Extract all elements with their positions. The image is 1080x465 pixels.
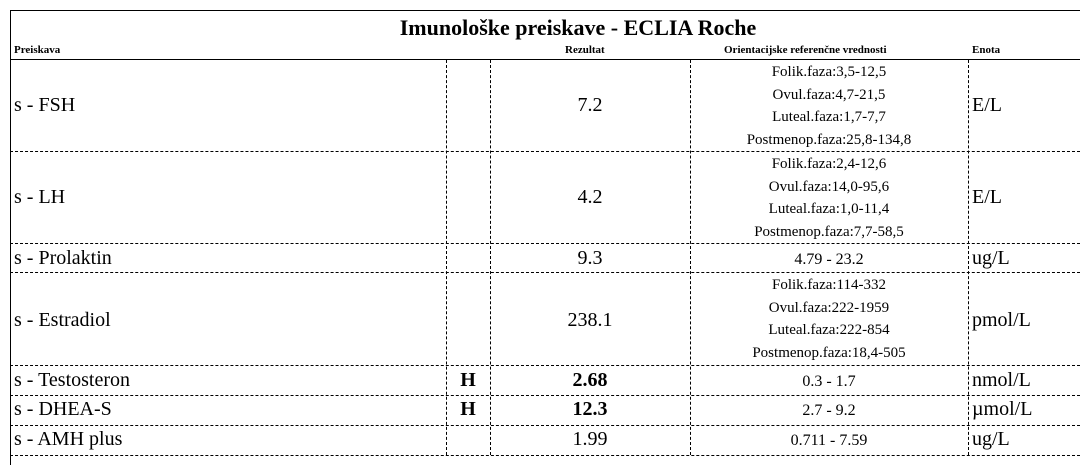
reference-line: 0.711 - 7.59 <box>790 432 868 449</box>
col-header-result: Rezultat <box>565 44 605 56</box>
reference-line: Postmenop.faza:18,4-505 <box>752 344 906 361</box>
reference-line: Luteal.faza:1,7-7,7 <box>772 109 886 125</box>
row-testosteron-flag: H <box>460 369 476 391</box>
col-header-test: Preiskava <box>14 44 61 56</box>
row-dheas-flag: H <box>460 398 476 420</box>
row-dheas-result: 12.3 <box>572 398 608 420</box>
row-amh-result: 1.99 <box>572 428 608 450</box>
reference-line: Postmenop.faza:25,8-134,8 <box>746 131 912 148</box>
row-divider <box>10 243 1080 244</box>
row-divider <box>10 425 1080 426</box>
row-amh-test: s - AMH plus <box>14 428 123 450</box>
row-lh-result: 4.2 <box>577 186 603 208</box>
reference-line: Ovul.faza:222-1959 <box>768 299 890 316</box>
reference-line: 4.79 - 23.2 <box>794 251 864 268</box>
row-testosteron-test: s - Testosteron <box>14 369 130 391</box>
reference-line: Folik.faza:2,4-12,6 <box>771 156 887 172</box>
row-lh-reference <box>690 153 968 243</box>
row-amh-reference <box>690 430 968 453</box>
row-prolaktin-unit: ug/L <box>972 247 1010 269</box>
row-fsh-unit: E/L <box>972 94 1002 116</box>
row-divider <box>10 272 1080 273</box>
row-divider <box>10 395 1080 396</box>
reference-line: Luteal.faza:1,0-11,4 <box>768 201 890 217</box>
reference-line: Ovul.faza:4,7-21,5 <box>772 86 886 103</box>
row-dheas-reference <box>690 400 968 423</box>
row-divider <box>10 365 1080 366</box>
row-prolaktin-result: 9.3 <box>577 247 603 269</box>
row-testosteron-reference <box>690 371 968 394</box>
row-divider <box>10 151 1080 152</box>
row-lh-unit: E/L <box>972 186 1002 208</box>
row-dheas-unit: µmol/L <box>972 398 1033 420</box>
row-prolaktin-test: s - Prolaktin <box>14 247 112 269</box>
row-fsh-test: s - FSH <box>14 94 76 116</box>
row-fsh-result: 7.2 <box>577 94 603 116</box>
row-fsh-reference <box>690 61 968 151</box>
reference-line: Ovul.faza:14,0-95,6 <box>768 178 890 195</box>
row-lh-test: s - LH <box>14 186 66 208</box>
row-estradiol-result: 238.1 <box>567 309 613 331</box>
row-prolaktin-reference <box>690 249 968 272</box>
col-header-reference: Orientacijske referenčne vrednosti <box>724 44 887 56</box>
reference-line: Folik.faza:114-332 <box>771 277 886 293</box>
reference-line: 0.3 - 1.7 <box>802 373 856 390</box>
reference-line: Postmenop.faza:7,7-58,5 <box>754 223 904 240</box>
header-divider <box>10 59 1080 60</box>
reference-line: 2.7 - 9.2 <box>802 402 856 419</box>
row-dheas-test: s - DHEA-S <box>14 398 112 420</box>
row-testosteron-result: 2.68 <box>572 369 608 391</box>
col-header-unit: Enota <box>972 44 1001 56</box>
row-estradiol-unit: pmol/L <box>972 309 1031 331</box>
reference-line: Folik.faza:3,5-12,5 <box>771 64 887 80</box>
row-amh-unit: ug/L <box>972 428 1010 450</box>
row-testosteron-unit: nmol/L <box>972 369 1031 391</box>
row-estradiol-reference <box>690 274 968 364</box>
reference-line: Luteal.faza:222-854 <box>768 322 890 338</box>
row-estradiol-test: s - Estradiol <box>14 309 111 331</box>
report-title: Imunološke preiskave - ECLIA Roche <box>399 15 757 40</box>
row-divider <box>10 455 1080 456</box>
